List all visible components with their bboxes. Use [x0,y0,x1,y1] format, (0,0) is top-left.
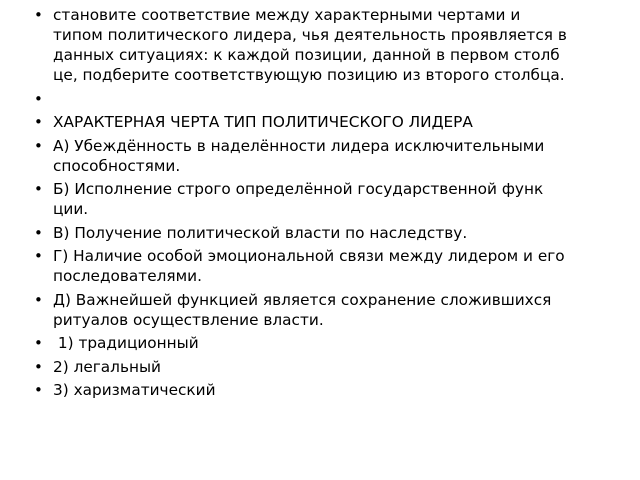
bullet-text-line: це, подберите соответствующую позицию из второго столбца. [53,66,565,84]
bullet-text-line: 3) харизматический [53,381,216,399]
bullet-text-line: Д) Важнейшей функцией является сохранение сложившихся [53,290,552,309]
bullet-item [0,5,640,85]
bullet-item [0,223,640,243]
bullet-item [0,179,640,219]
bullet-item [0,89,640,109]
bullet-dot-icon: • [34,357,43,376]
bullet-dot-icon: • [34,334,43,352]
bullet-text-line: В) Получение политической власти по наследству. [53,223,468,242]
bullet-text-line: ХАРАКТЕРНАЯ ЧЕРТА ТИП ПОЛИТИЧЕСКОГО ЛИДЕРА [53,113,473,131]
bullet-text-line: последователями. [53,267,202,285]
bullet-dot-icon: • [34,136,43,155]
bullet-text-line: способностями. [53,156,181,175]
bullet-dot-icon: • [34,113,43,131]
bullet-text-line: становите соответствие между характерными чертами и [53,6,521,24]
bullet-text-line: А) Убеждённость в наделённости лидера исключительными [53,136,545,155]
bullet-text-line: 1) традиционный [53,334,199,352]
bullet-list [0,5,640,404]
bullet-text-line: Б) Исполнение строго определённой государственной функ [53,180,544,198]
bullet-text-line: ритуалов осуществление власти. [53,310,324,329]
bullet-text-line: ции. [53,200,89,218]
bullet-dot-icon: • [34,6,43,24]
bullet-dot-icon: • [34,381,43,399]
bullet-text-line: 2) легальный [53,357,161,376]
bullet-dot-icon: • [34,223,43,242]
bullet-item [0,136,640,176]
bullet-item [0,357,640,377]
bullet-item [0,333,640,353]
bullet-text-line: типом политического лидера, чья деятельность проявляется в [53,26,567,44]
bullet-item [0,112,640,132]
bullet-item [0,290,640,330]
bullet-dot-icon: • [34,89,43,108]
bullet-dot-icon: • [34,290,43,309]
bullet-text-line: данных ситуациях: к каждой позиции, данной в первом столб [53,46,560,64]
bullet-item [0,380,640,400]
bullet-dot-icon: • [34,180,43,198]
bullet-item [0,246,640,286]
bullet-dot-icon: • [34,247,43,265]
bullet-text-line: Г) Наличие особой эмоциональной связи между лидером и его [53,247,565,265]
